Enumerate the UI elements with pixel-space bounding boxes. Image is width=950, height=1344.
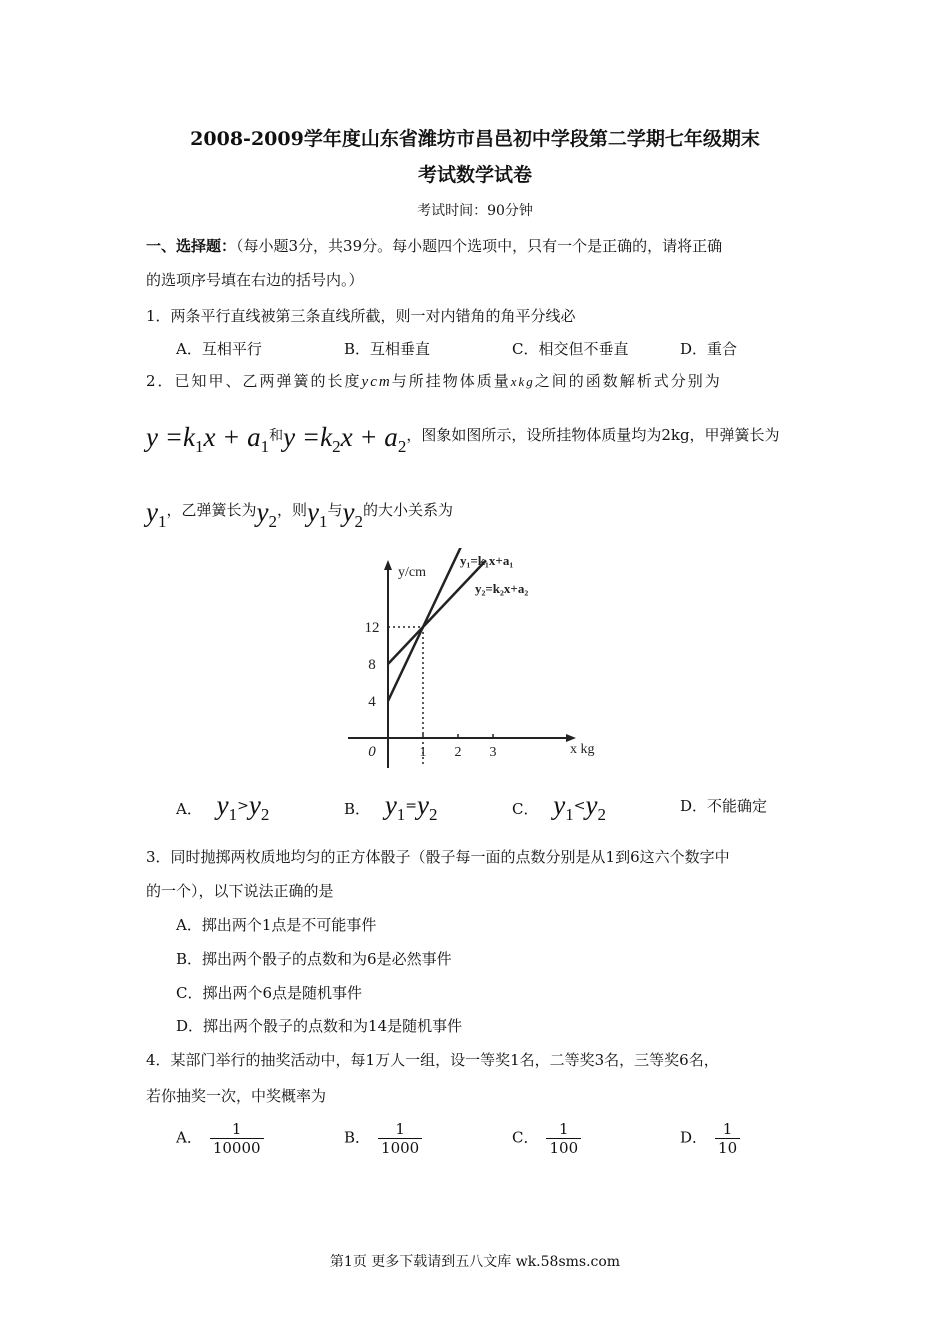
origin-label: 0 (368, 744, 376, 760)
x-axis-arrow (566, 734, 576, 742)
q3-option-a: A．掷出两个1点是不可能事件 (176, 916, 377, 934)
q2-option-c-expr: $y_1$ (553, 790, 574, 824)
page-title-line1: 2008-2009学年度山东省潍坊市昌邑初中学段第二学期七年级期末 (190, 128, 760, 150)
q1-stem: 1．两条平行直线被第三条直线所截，则一对内错角的角平分线必 (146, 307, 576, 325)
y1-symbol-2: $y_1$ (307, 497, 328, 531)
var-x: x (510, 374, 519, 389)
q2-rel-lt: < (573, 798, 586, 814)
q4-option-a-fraction (210, 1120, 264, 1157)
q4-option-a (176, 1120, 264, 1157)
q3-option-b: B．掷出两个骰子的点数和为6是必然事件 (176, 950, 452, 968)
q4-option-a-label: A． (176, 1128, 202, 1147)
section-heading: 一、选择题： (146, 237, 237, 255)
y1-symbol: $y_1$ (146, 497, 167, 531)
q4-option-b-label: B． (344, 1128, 371, 1147)
x-tick-label-2: 2 (454, 745, 462, 760)
q2-option-a-rhs: $y_2$ (248, 790, 270, 824)
q2-option-c-label: C． (512, 800, 539, 818)
q1-option-d: D．重合 (680, 340, 738, 358)
exam-time: 考试时间：90分钟 (417, 203, 533, 219)
q2-option-d-label: D． (680, 797, 708, 815)
page-footer: 第1页 更多下载请到五八文库 wk.58sms.com (329, 1254, 621, 1270)
q2-equations-line (146, 422, 780, 457)
fraction-denominator: 100 (546, 1138, 581, 1157)
q1-option-a: A．互相平行 (176, 340, 262, 358)
q2-rel-eq: = (405, 798, 418, 814)
q2-option-c (512, 790, 606, 825)
page-title-line2: 考试数学试卷 (417, 164, 532, 186)
series-label-2: y₂=k₂x+a₂ (475, 581, 529, 596)
q2-option-d (680, 795, 767, 816)
y-tick-label-8: 8 (368, 657, 376, 673)
q4-option-d (680, 1120, 740, 1157)
q2-option-a-label: A． (176, 800, 202, 818)
instructions-line2: 的选项序号填在右边的括号内。） (146, 271, 364, 289)
q4-option-b (344, 1120, 422, 1157)
fraction-denominator: 10000 (210, 1138, 264, 1157)
unit-cm: cm (370, 374, 392, 390)
q4-option-b-fraction (378, 1120, 422, 1157)
q2-option-b-label: B． (344, 800, 371, 818)
instructions-line1: （每小题3分，共39分。每小题四个选项中，只有一个是正确的，请将正确 (236, 237, 723, 255)
q2-option-d-text: 不能确定 (707, 797, 768, 815)
fraction-denominator: 1000 (378, 1138, 422, 1157)
q4-option-c (512, 1120, 581, 1157)
q2-option-b (344, 790, 438, 825)
x-axis-label: x kg (570, 742, 595, 757)
q4-stem-line2: 若你抽奖一次，中奖概率为 (146, 1087, 327, 1105)
q3-stem-line2: 的一个），以下说法正确的是 (146, 882, 334, 900)
q2-graph (340, 548, 620, 773)
q2-option-c-rhs: $y_2$ (585, 790, 606, 824)
eq2: $y =k_2x + a_2$ (283, 422, 407, 456)
eq1: $y =k_1x + a_1$ (146, 422, 270, 456)
q4-option-c-fraction (546, 1120, 581, 1157)
y-axis-label: y/cm (398, 565, 426, 580)
fraction-numerator: 1 (559, 1120, 569, 1138)
q2-line2-text: ，图象如图所示，设所挂物体质量均为2kg，甲弹簧长为 (406, 426, 780, 444)
section-instructions (146, 235, 722, 256)
y2-symbol-2: $y_2$ (342, 497, 363, 531)
y-tick-label-12: 12 (364, 620, 380, 636)
x-tick-label-1: 1 (419, 745, 427, 760)
q4-option-d-label: D． (680, 1128, 708, 1147)
q2-option-b-rhs: $y_2$ (417, 790, 438, 824)
q2-stem-part1: 2．已知甲、乙两弹簧的长度 (146, 372, 362, 390)
q4-option-d-fraction (715, 1120, 740, 1157)
unit-kg: kg (518, 374, 535, 389)
q1-option-c: C．相交但不垂直 (512, 340, 629, 358)
y2-symbol: $y_2$ (256, 497, 277, 531)
q4-stem-line1: 4．某部门举行的抽奖活动中，每1万人一组，设一等奖1名，二等奖3名，三等奖6名， (146, 1051, 719, 1069)
q3-stem-line1: 3．同时抛掷两枚质地均匀的正方体骰子（骰子每一面的点数分别是从1到6这六个数字中 (146, 848, 730, 866)
q2-line3-d: 的大小关系为 (362, 501, 453, 519)
y-tick-label-4: 4 (368, 694, 376, 710)
series-label-1: y₁=k₁x+a₁ (460, 553, 514, 568)
fraction-numerator: 1 (231, 1120, 242, 1138)
y-axis-arrow (384, 560, 392, 570)
var-y: y (361, 374, 371, 390)
q2-line3-c: 与 (327, 501, 343, 519)
q2-stem-line1 (146, 370, 722, 391)
q2-option-b-expr: $y_1$ (384, 790, 406, 824)
q2-line3-b: ，则 (276, 501, 307, 519)
x-tick-label-3: 3 (489, 745, 497, 760)
q3-option-d: D．掷出两个骰子的点数和为14是随机事件 (176, 1017, 463, 1035)
eq-and: 和 (269, 428, 284, 444)
q2-rel-gt: > (237, 798, 249, 814)
fraction-numerator: 1 (722, 1120, 733, 1138)
q2-line3-a: ，乙弹簧长为 (166, 501, 257, 519)
q2-stem-part2: 与所挂物体质量 (391, 372, 511, 390)
q2-option-a-expr: $y_1$ (216, 790, 238, 824)
q2-option-a (176, 790, 269, 825)
q3-option-c: C．掷出两个6点是随机事件 (176, 984, 363, 1002)
q4-option-c-label: C． (512, 1128, 539, 1147)
q1-option-b: B．互相垂直 (344, 340, 431, 358)
q2-line3 (146, 497, 453, 532)
fraction-denominator: 10 (715, 1138, 740, 1157)
fraction-numerator: 1 (395, 1120, 405, 1138)
q2-stem-part3: 之间的函数解析式分别为 (534, 372, 722, 390)
